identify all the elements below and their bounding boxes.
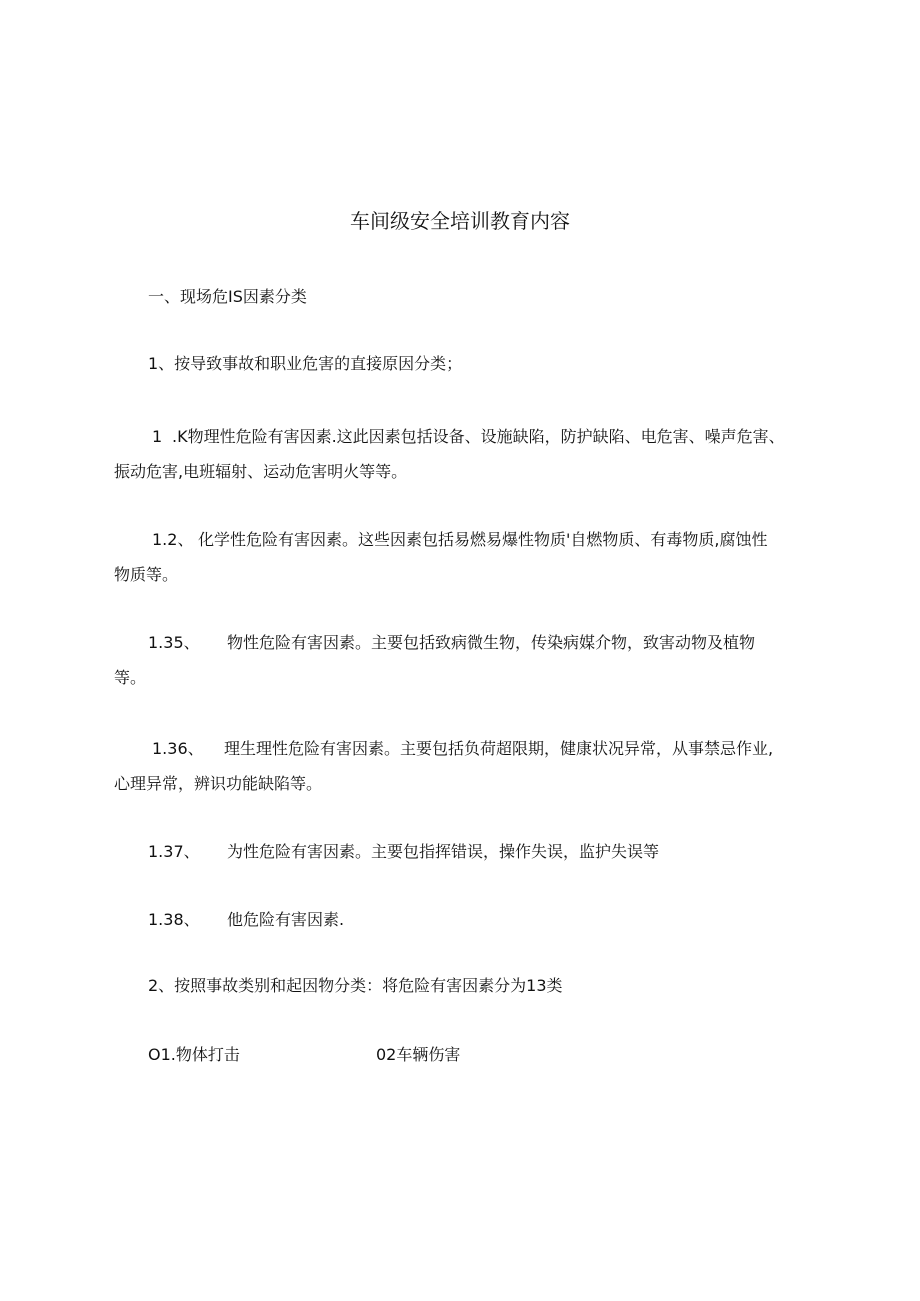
para-5-num: 1.37、 <box>148 842 200 861</box>
para-1-num: 1 <box>152 427 163 446</box>
item-1-heading: 1、按导致事故和职业危害的直接原因分类； <box>148 354 463 373</box>
section-heading-1: 一、现场危IS因素分类 <box>148 287 307 306</box>
para-6-num: 1.38、 <box>148 910 200 929</box>
para-3-line1: 物性危险有害因素。主要包括致病微生物，传染病媒介物，致害动物及植物 <box>227 633 756 652</box>
para-2-num: 1.2、 <box>152 530 194 549</box>
para-6-text: 他危险有害因素. <box>227 910 345 929</box>
category-1: O1.物体打击 <box>148 1045 240 1064</box>
category-2: 02车辆伤害 <box>376 1045 461 1064</box>
para-1-line2: 振动危害,电班辐射、运动危害明火等等。 <box>114 462 408 481</box>
para-4-line2: 心理异常，辨识功能缺陷等。 <box>114 774 323 793</box>
para-2-line2: 物质等。 <box>114 565 179 584</box>
document-title: 车间级安全培训教育内容 <box>350 209 570 233</box>
para-5-text: 为性危险有害因素。主要包指挥错误，操作失误，监护失误等 <box>227 842 660 861</box>
para-4-num: 1.36、 <box>152 739 204 758</box>
item-2-heading: 2、按照事故类别和起因物分类：将危险有害因素分为13类 <box>148 976 563 995</box>
para-3-line2: 等。 <box>114 668 147 687</box>
para-3-num: 1.35、 <box>148 633 200 652</box>
para-1-line1: .K物理性危险有害因素.这此因素包括设备、设施缺陷，防护缺陷、电危害、噪声危害、 <box>172 427 785 446</box>
para-2-line1: 化学性危险有害因素。这些因素包括易燃易爆性物质'自燃物质、有毒物质,腐蚀性 <box>198 530 768 549</box>
para-4-line1: 理生理性危险有害因素。主要包括负荷超限期，健康状况异常，从事禁忌作业, <box>224 739 774 758</box>
